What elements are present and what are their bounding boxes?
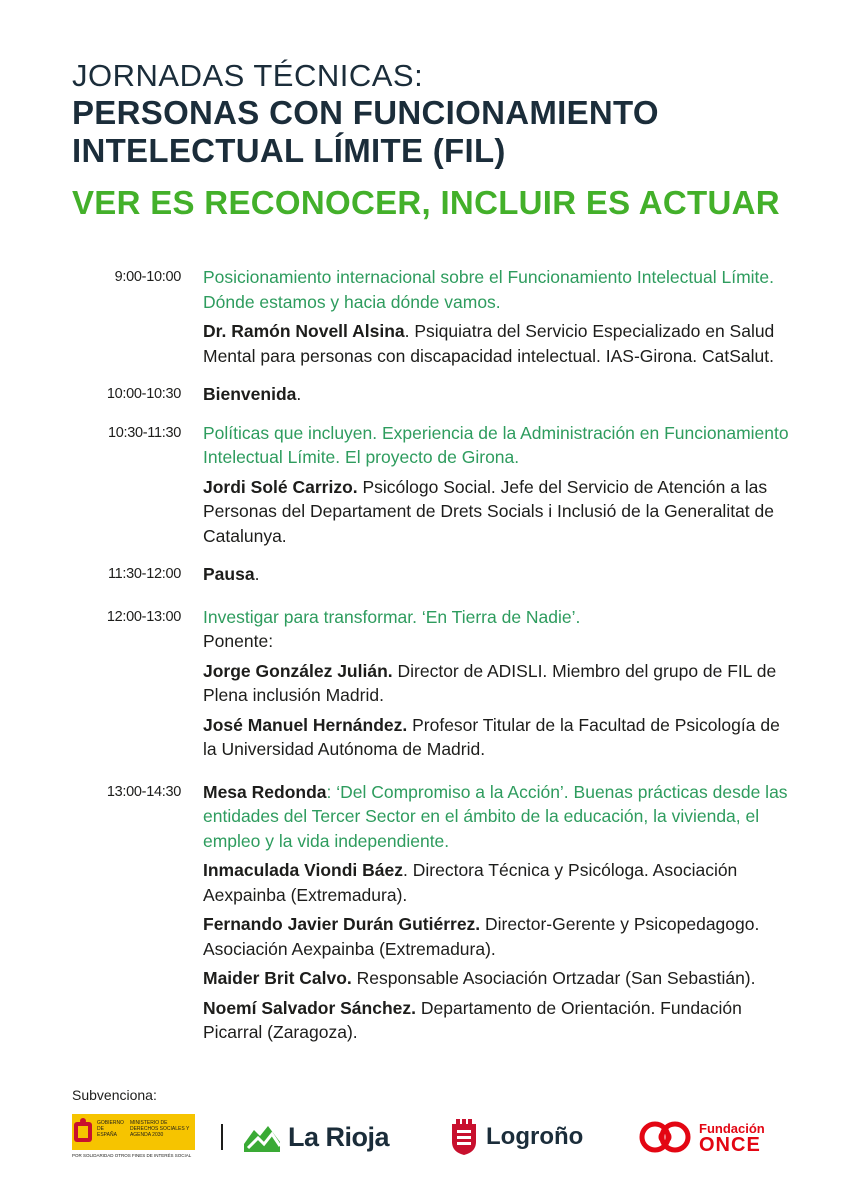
slot-topic: Investigar para transformar. ‘En Tierra de Nadie’. bbox=[203, 606, 581, 627]
slot-content bbox=[203, 605, 792, 762]
gov-name: GOBIERNO DE ESPAÑA bbox=[97, 1120, 124, 1138]
speaker bbox=[203, 858, 792, 907]
logrono-logo bbox=[450, 1114, 583, 1160]
speaker-description: Departamento de Orientación. Fundación Picarral (Zaragoza). bbox=[203, 997, 742, 1042]
speaker-description: Director de ADISLI. Miembro del grupo de FIL de Plena inclusión Madrid. bbox=[203, 660, 777, 705]
speaker-name: Fernando Javier Durán Gutiérrez. bbox=[203, 914, 481, 934]
speaker bbox=[203, 996, 792, 1045]
sponsor-logos bbox=[72, 1110, 792, 1170]
la-rioja-logo bbox=[244, 1114, 389, 1160]
program-slot bbox=[72, 780, 792, 1045]
speaker-name: Jordi Solé Carrizo. bbox=[203, 476, 358, 497]
la-rioja-mountain-icon bbox=[244, 1122, 280, 1152]
slot-time: 10:30-11:30 bbox=[107, 424, 181, 441]
speaker-description: Director-Gerente y Psicopedagogo. Asociación Aexpainba (Extremadura). bbox=[203, 914, 760, 959]
program-schedule bbox=[72, 265, 792, 1059]
speaker-name: Dr. Ramón Novell Alsina bbox=[203, 321, 405, 341]
speaker-name: Noemí Salvador Sánchez. bbox=[203, 997, 416, 1018]
slot-topic: Políticas que incluyen. Experiencia de la Administración en Funcionamiento Intelectual Límite. El proyecto de Girona. bbox=[203, 422, 789, 467]
speaker-description: . Directora Técnica y Psicóloga. Asociación Aexpainba (Extremadura). bbox=[203, 860, 738, 905]
speaker bbox=[203, 966, 792, 991]
once-rings-icon bbox=[639, 1117, 695, 1157]
speaker-description: Profesor Titular de la Facultad de Psicología de la Universidad Autónoma de Madrid. bbox=[203, 714, 780, 759]
slot-time: 12:00-13:00 bbox=[106, 608, 181, 625]
coat-of-arms-icon bbox=[72, 1114, 94, 1150]
program-slot bbox=[72, 605, 792, 762]
once-bottom-text: ONCE bbox=[699, 1134, 761, 1156]
slot-content bbox=[203, 562, 792, 587]
slot-content bbox=[203, 265, 792, 368]
once-top-text: Fundación bbox=[699, 1121, 765, 1136]
program-slot bbox=[72, 562, 792, 587]
program-slot bbox=[72, 421, 792, 549]
speaker-description: Responsable Asociación Ortzadar (San Sebastián). bbox=[351, 968, 756, 988]
slot-topic-text: : ‘Del Compromiso a la Acción’. Buenas prácticas desde las entidades del Tercer Sector en el ámbito de la educación, la vivienda, el empleo y la vida independiente. bbox=[203, 781, 788, 851]
speaker-name: Jorge González Julián. bbox=[203, 660, 393, 681]
speaker-name: Maider Brit Calvo. bbox=[203, 968, 352, 988]
slot-topic bbox=[203, 780, 792, 854]
main-title-line-2: INTELECTUAL LÍMITE (FIL) bbox=[72, 132, 506, 169]
slot-topic: Posicionamiento internacional sobre el Funcionamiento Intelectual Límite. Dónde estamos y hacia dónde vamos. bbox=[203, 267, 775, 312]
speaker bbox=[203, 659, 792, 708]
ministry-name: MINISTERIO DE DERECHOS SOCIALES Y AGENDA 2030 bbox=[129, 1120, 190, 1138]
speaker-name: José Manuel Hernández. bbox=[203, 714, 408, 735]
slot-time: 11:30-12:00 bbox=[107, 566, 181, 582]
logo-separator bbox=[221, 1124, 223, 1150]
speaker bbox=[203, 319, 792, 368]
program-slot bbox=[72, 382, 792, 407]
speaker bbox=[203, 912, 792, 961]
slot-time: 13:00-14:30 bbox=[106, 783, 181, 800]
gobierno-espana-logo bbox=[72, 1114, 195, 1160]
gov-footnote: POR SOLIDARIDAD OTROS FINES DE INTERÉS SOCIAL bbox=[72, 1153, 192, 1158]
tagline: VER ES RECONOCER, INCLUIR ES ACTUAR bbox=[72, 184, 780, 221]
slot-title-suffix: . bbox=[254, 564, 260, 584]
slot-title: Pausa bbox=[203, 564, 255, 584]
slot-title: Bienvenida bbox=[203, 384, 297, 404]
slot-label: Ponente: bbox=[203, 631, 274, 651]
header bbox=[72, 58, 812, 222]
subsidy-label: Subvenciona: bbox=[72, 1087, 157, 1103]
speaker-description: Psicólogo Social. Jefe del Servicio de Atención a las Personas del Departament de Drets Socials i Inclusió de la Generalitat de Catalunya. bbox=[203, 476, 774, 546]
speaker-description: . Psiquiatra del Servicio Especializado en Salud Mental para personas con discapacidad intelectual. IAS-Girona. CatSalut. bbox=[203, 321, 775, 366]
slot-content bbox=[203, 421, 792, 549]
slot-time: 10:00-10:30 bbox=[106, 386, 181, 402]
logrono-shield-icon bbox=[450, 1118, 478, 1156]
slot-content bbox=[203, 780, 792, 1045]
logrono-text: Logroño bbox=[486, 1123, 584, 1150]
speaker-name: Inmaculada Viondi Báez bbox=[203, 860, 404, 880]
fundacion-once-logo bbox=[639, 1112, 765, 1162]
eyebrow-title: JORNADAS TÉCNICAS: bbox=[72, 58, 424, 93]
program-slot bbox=[72, 265, 792, 368]
la-rioja-text: La Rioja bbox=[288, 1121, 390, 1152]
speaker bbox=[203, 713, 792, 762]
slot-content bbox=[203, 382, 792, 407]
slot-time: 9:00-10:00 bbox=[114, 269, 181, 285]
main-title-line-1: PERSONAS CON FUNCIONAMIENTO bbox=[72, 94, 659, 131]
slot-title-suffix: . bbox=[296, 384, 302, 404]
slot-topic-lead: Mesa Redonda bbox=[203, 781, 327, 802]
speaker bbox=[203, 475, 792, 549]
